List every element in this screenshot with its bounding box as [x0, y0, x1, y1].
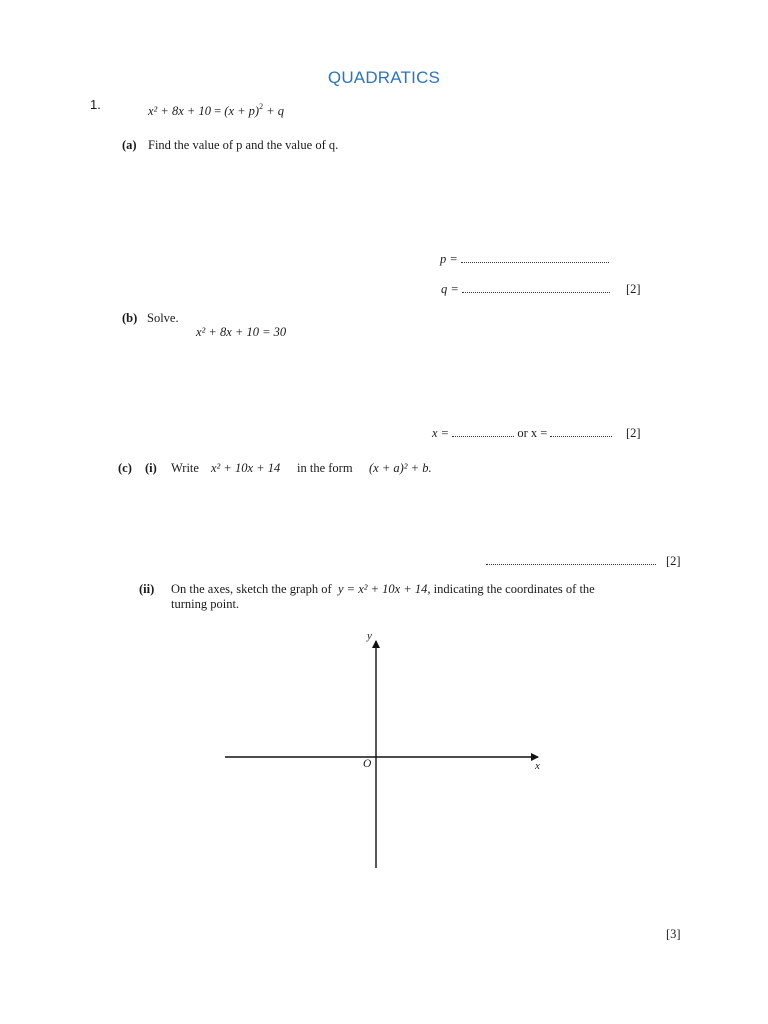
- x-axis-label: x: [535, 760, 540, 772]
- part-c-i-expr: x² + 10x + 14: [211, 461, 281, 475]
- part-c-i-form: (x + a)² + b.: [369, 461, 432, 475]
- part-c-label: (c): [118, 461, 132, 475]
- p-label: p =: [440, 252, 458, 266]
- part-c-ii-equation: y = x² + 10x + 14,: [337, 582, 431, 596]
- part-a-marks: [2]: [626, 282, 641, 296]
- part-b-marks: [2]: [626, 426, 641, 440]
- part-c-ii-marks: [3]: [666, 927, 681, 941]
- part-c-ii-line1: On the axes, sketch the graph of y = x² + 10x + 14, indicating the coordinates of the: [171, 582, 595, 596]
- identity-rhs-exp: 2: [259, 102, 264, 111]
- q-label: q =: [441, 282, 459, 296]
- origin-label: O: [363, 758, 372, 770]
- or-label: or x =: [517, 426, 548, 440]
- part-b-text: Solve.: [147, 311, 179, 325]
- page-title: QUADRATICS: [327, 68, 441, 87]
- part-c-i-in-form: in the form: [297, 461, 353, 475]
- part-c-i-write: Write: [171, 461, 199, 475]
- part-b-equation: x² + 8x + 10 = 30: [196, 325, 287, 339]
- identity-lhs: x² + 8x + 10: [148, 104, 211, 118]
- part-c-i-label: (i): [145, 461, 157, 475]
- question-number: 1.: [90, 97, 101, 112]
- identity-equation: $x^2 + 8x + 10 = (x + p)^2 + q$: [148, 102, 285, 118]
- part-c-ii-label: (ii): [139, 582, 155, 596]
- part-b-label: (b): [122, 311, 138, 325]
- identity-rhs-tail: + q: [266, 104, 285, 118]
- part-a-label: (a): [122, 138, 137, 152]
- part-c-i-marks: [2]: [666, 554, 681, 568]
- part-a-text: Find the value of p and the value of q.: [148, 138, 339, 152]
- identity-rhs-base: (x + p): [224, 104, 260, 118]
- y-axis-label: y: [367, 630, 372, 642]
- x1-label: x =: [432, 426, 450, 440]
- part-c-ii-line2: turning point.: [171, 597, 240, 611]
